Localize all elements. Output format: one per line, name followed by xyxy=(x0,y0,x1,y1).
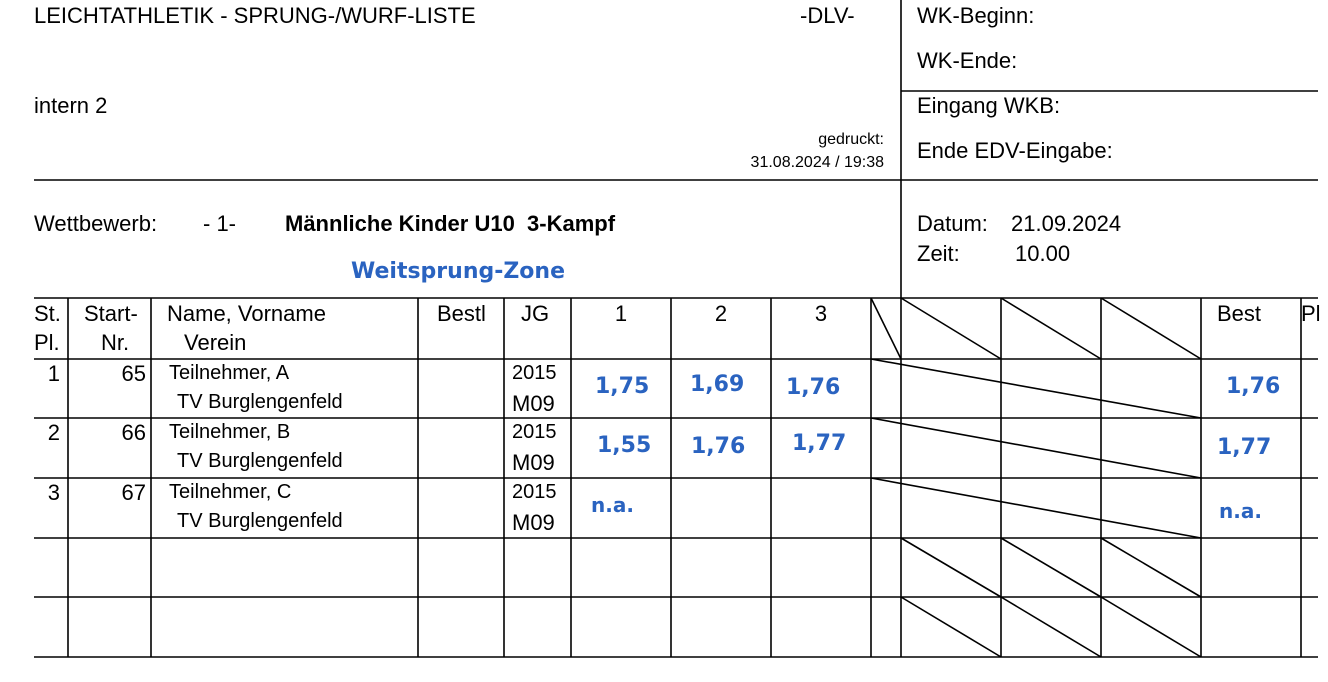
row-club: TV Burglengenfeld xyxy=(177,510,343,532)
row-attempt2: 1,76 xyxy=(691,434,746,459)
col-club-header: Verein xyxy=(184,330,247,355)
zone-label: Weitsprung-Zone xyxy=(351,259,566,284)
col-attempt2-header: 2 xyxy=(714,301,728,326)
row-attempt3: 1,76 xyxy=(786,375,841,400)
row-start-number: 67 xyxy=(121,480,146,505)
competition-name: Männliche Kinder U10 3-Kampf xyxy=(285,211,616,236)
list-title: LEICHTATHLETIK - SPRUNG-/WURF-LISTE xyxy=(34,3,476,28)
row-start-number: 65 xyxy=(121,361,146,386)
row-attempt1: n.a. xyxy=(591,493,634,517)
col-attempt1-header: 1 xyxy=(614,301,628,326)
competition-label: Wettbewerb: xyxy=(34,211,158,236)
row-attempt2: 1,69 xyxy=(690,372,745,397)
federation-label: -DLV- xyxy=(800,3,855,28)
col-start-line2: Nr. xyxy=(101,330,130,355)
row-name: Teilnehmer, A xyxy=(169,362,290,384)
col-start-line1: Start- xyxy=(84,301,138,326)
date-value: 21.09.2024 xyxy=(1011,211,1122,236)
col-place-line2: Pl. xyxy=(34,330,60,355)
printed-label: gedruckt: xyxy=(818,131,884,148)
row-best: 1,77 xyxy=(1217,435,1272,460)
row-class: M09 xyxy=(512,510,555,535)
row-class: M09 xyxy=(512,450,555,475)
row-year: 2015 xyxy=(512,481,557,503)
time-label: Zeit: xyxy=(917,241,960,266)
row-attempt1: 1,75 xyxy=(595,374,650,399)
competition-number: - 1- xyxy=(203,211,236,236)
row-class: M09 xyxy=(512,391,555,416)
row-best: n.a. xyxy=(1219,499,1262,523)
end-edv-label: Ende EDV-Eingabe: xyxy=(917,138,1113,163)
row-club: TV Burglengenfeld xyxy=(177,450,343,472)
col-bestl-header: Bestl xyxy=(437,301,486,326)
entry-wkb-label: Eingang WKB: xyxy=(917,93,1061,118)
row-attempt3: 1,77 xyxy=(792,431,847,456)
wk-end-label: WK-Ende: xyxy=(917,48,1018,73)
col-attempt3-header: 3 xyxy=(814,301,828,326)
wk-begin-label: WK-Beginn: xyxy=(917,3,1035,28)
row-attempt1: 1,55 xyxy=(597,433,652,458)
col-place-line1: St. xyxy=(34,301,61,326)
col-name-header: Name, Vorname xyxy=(167,301,326,326)
row-name: Teilnehmer, B xyxy=(169,421,291,443)
row-club: TV Burglengenfeld xyxy=(177,391,343,413)
date-label: Datum: xyxy=(917,211,988,236)
row-best: 1,76 xyxy=(1226,374,1281,399)
col-best-header: Best xyxy=(1217,301,1262,326)
row-start-number: 66 xyxy=(121,420,146,445)
row-place: 1 xyxy=(47,361,60,386)
time-value: 10.00 xyxy=(1015,241,1071,266)
row-place: 2 xyxy=(47,420,60,445)
row-year: 2015 xyxy=(512,362,557,384)
col-jg-header: JG xyxy=(521,301,550,326)
row-name: Teilnehmer, C xyxy=(169,481,292,503)
row-year: 2015 xyxy=(512,421,557,443)
col-pl-header: Pl xyxy=(1301,301,1321,326)
printed-timestamp: 31.08.2024 / 19:38 xyxy=(750,154,884,171)
row-place: 3 xyxy=(47,480,60,505)
list-subtitle: intern 2 xyxy=(34,93,108,118)
